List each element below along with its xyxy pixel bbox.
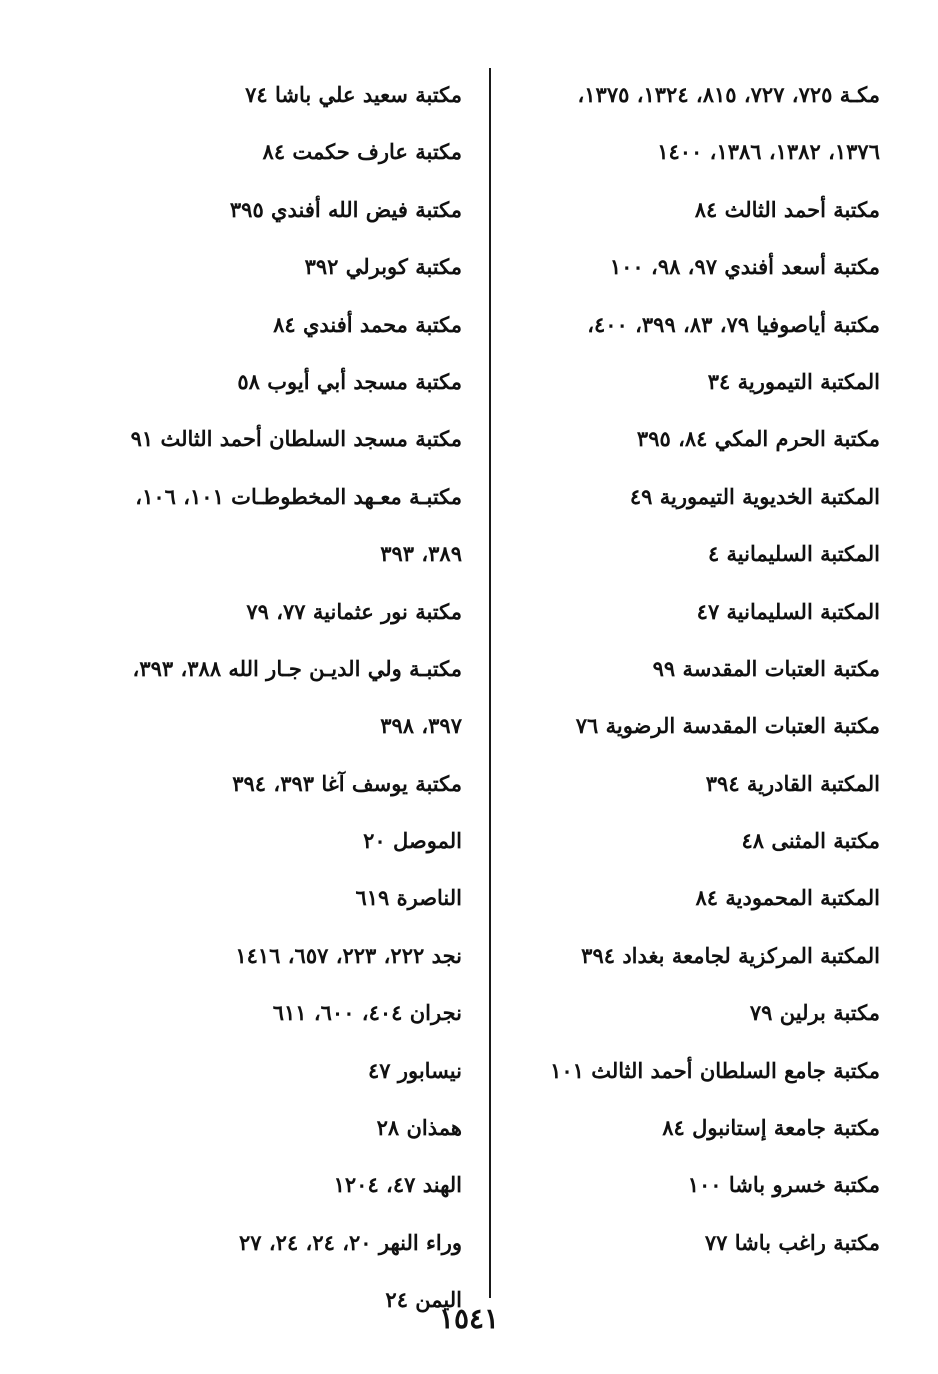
index-entry: مكتبـة معـهد المخطوطـات ١٠١، ١٠٦، (135, 483, 462, 509)
index-entry: مكتبة راغب باشا ٧٧ (704, 1229, 880, 1255)
index-entry: اليمن ٢٤ (385, 1287, 462, 1313)
index-column-left (62, 72, 462, 1335)
index-entry: مكتبة جامع السلطان أحمد الثالث ١٠١ (550, 1057, 880, 1083)
index-entry: المكتبة الخديوية التيمورية ٤٩ (629, 483, 880, 509)
index-entry: مكتبـة ولي الديـن جـار الله ٣٨٨، ٣٩٣، (132, 655, 462, 681)
index-entry: مكتبة أسعد أفندي ٩٧، ٩٨، ١٠٠ (609, 254, 880, 280)
index-entry: ١٣٧٦، ١٣٨٢، ١٣٨٦، ١٤٠٠ (657, 139, 880, 165)
index-entry: مكتبة نور عثمانية ٧٧، ٧٩ (246, 598, 462, 624)
index-entry: مكتبة الحرم المكي ٨٤، ٣٩٥ (636, 426, 880, 452)
index-entry: نجد ٢٢٢، ٢٢٣، ٦٥٧، ١٤١٦ (235, 942, 462, 968)
index-entry: مكتبة يوسف آغا ٣٩٣، ٣٩٤ (232, 770, 462, 796)
index-entry: مكتبة أياصوفيا ٧٩، ٨٣، ٣٩٩، ٤٠٠، (587, 311, 880, 337)
page-number: ١٥٤١ (438, 1302, 500, 1335)
index-entry: مكتبة جامعة إستانبول ٨٤ (662, 1115, 880, 1141)
index-entry: الناصرة ٦١٩ (355, 885, 462, 911)
index-entry: همذان ٢٨ (376, 1115, 462, 1141)
index-entry: نيسابور ٤٧ (367, 1057, 462, 1083)
index-entry: الهند ٤٧، ١٢٠٤ (333, 1172, 462, 1198)
index-column-right (490, 72, 880, 1277)
index-entry: المكتبة التيمورية ٣٤ (707, 368, 880, 394)
index-entry: المكتبة السليمانية ٤٧ (696, 598, 880, 624)
index-entry: نجران ٤٠٤، ٦٠٠، ٦١١ (272, 1000, 462, 1026)
index-entry: المكتبة القادرية ٣٩٤ (705, 770, 880, 796)
index-entry: مكتبة محمد أفندي ٨٤ (273, 311, 462, 337)
index-entry: مكتبة خسرو باشا ١٠٠ (687, 1172, 880, 1198)
index-entry: المكتبة المحمودية ٨٤ (695, 885, 880, 911)
index-entry: مكتبة المثنى ٤٨ (741, 828, 880, 854)
index-entry: مكتبة مسجد أبي أيوب ٥٨ (237, 368, 462, 394)
index-entry: مكـة ٧٢٥، ٧٢٧، ٨١٥، ١٣٢٤، ١٣٧٥، (577, 82, 880, 107)
index-entry: مكتبة العتبات المقدسة ٩٩ (652, 655, 880, 681)
index-entry: وراء النهر ٢٠، ٢٤، ٢٤، ٢٧ (239, 1229, 462, 1255)
index-entry: ٣٩٧، ٣٩٨ (380, 713, 462, 739)
index-entry: مكتبة كوبرلي ٣٩٢ (304, 254, 462, 280)
index-entry: مكتبة برلين ٧٩ (749, 1000, 880, 1026)
index-entry: المكتبة السليمانية ٤ (707, 541, 880, 567)
index-entry: مكتبة أحمد الثالث ٨٤ (694, 196, 880, 222)
index-entry: الموصل ٢٠ (363, 828, 462, 854)
index-entry: مكتبة عارف حكمت ٨٤ (262, 139, 462, 165)
index-entry: مكتبة مسجد السلطان أحمد الثالث ٩١ (130, 426, 462, 452)
index-entry: مكتبة سعيد علي باشا ٧٤ (245, 82, 462, 107)
index-entry: ٣٨٩، ٣٩٣ (380, 541, 462, 567)
index-entry: مكتبة فيض الله أفندي ٣٩٥ (229, 196, 462, 222)
index-entry: المكتبة المركزية لجامعة بغداد ٣٩٤ (581, 942, 880, 968)
column-divider (489, 68, 491, 1298)
index-entry: مكتبة العتبات المقدسة الرضوية ٧٦ (575, 713, 880, 739)
